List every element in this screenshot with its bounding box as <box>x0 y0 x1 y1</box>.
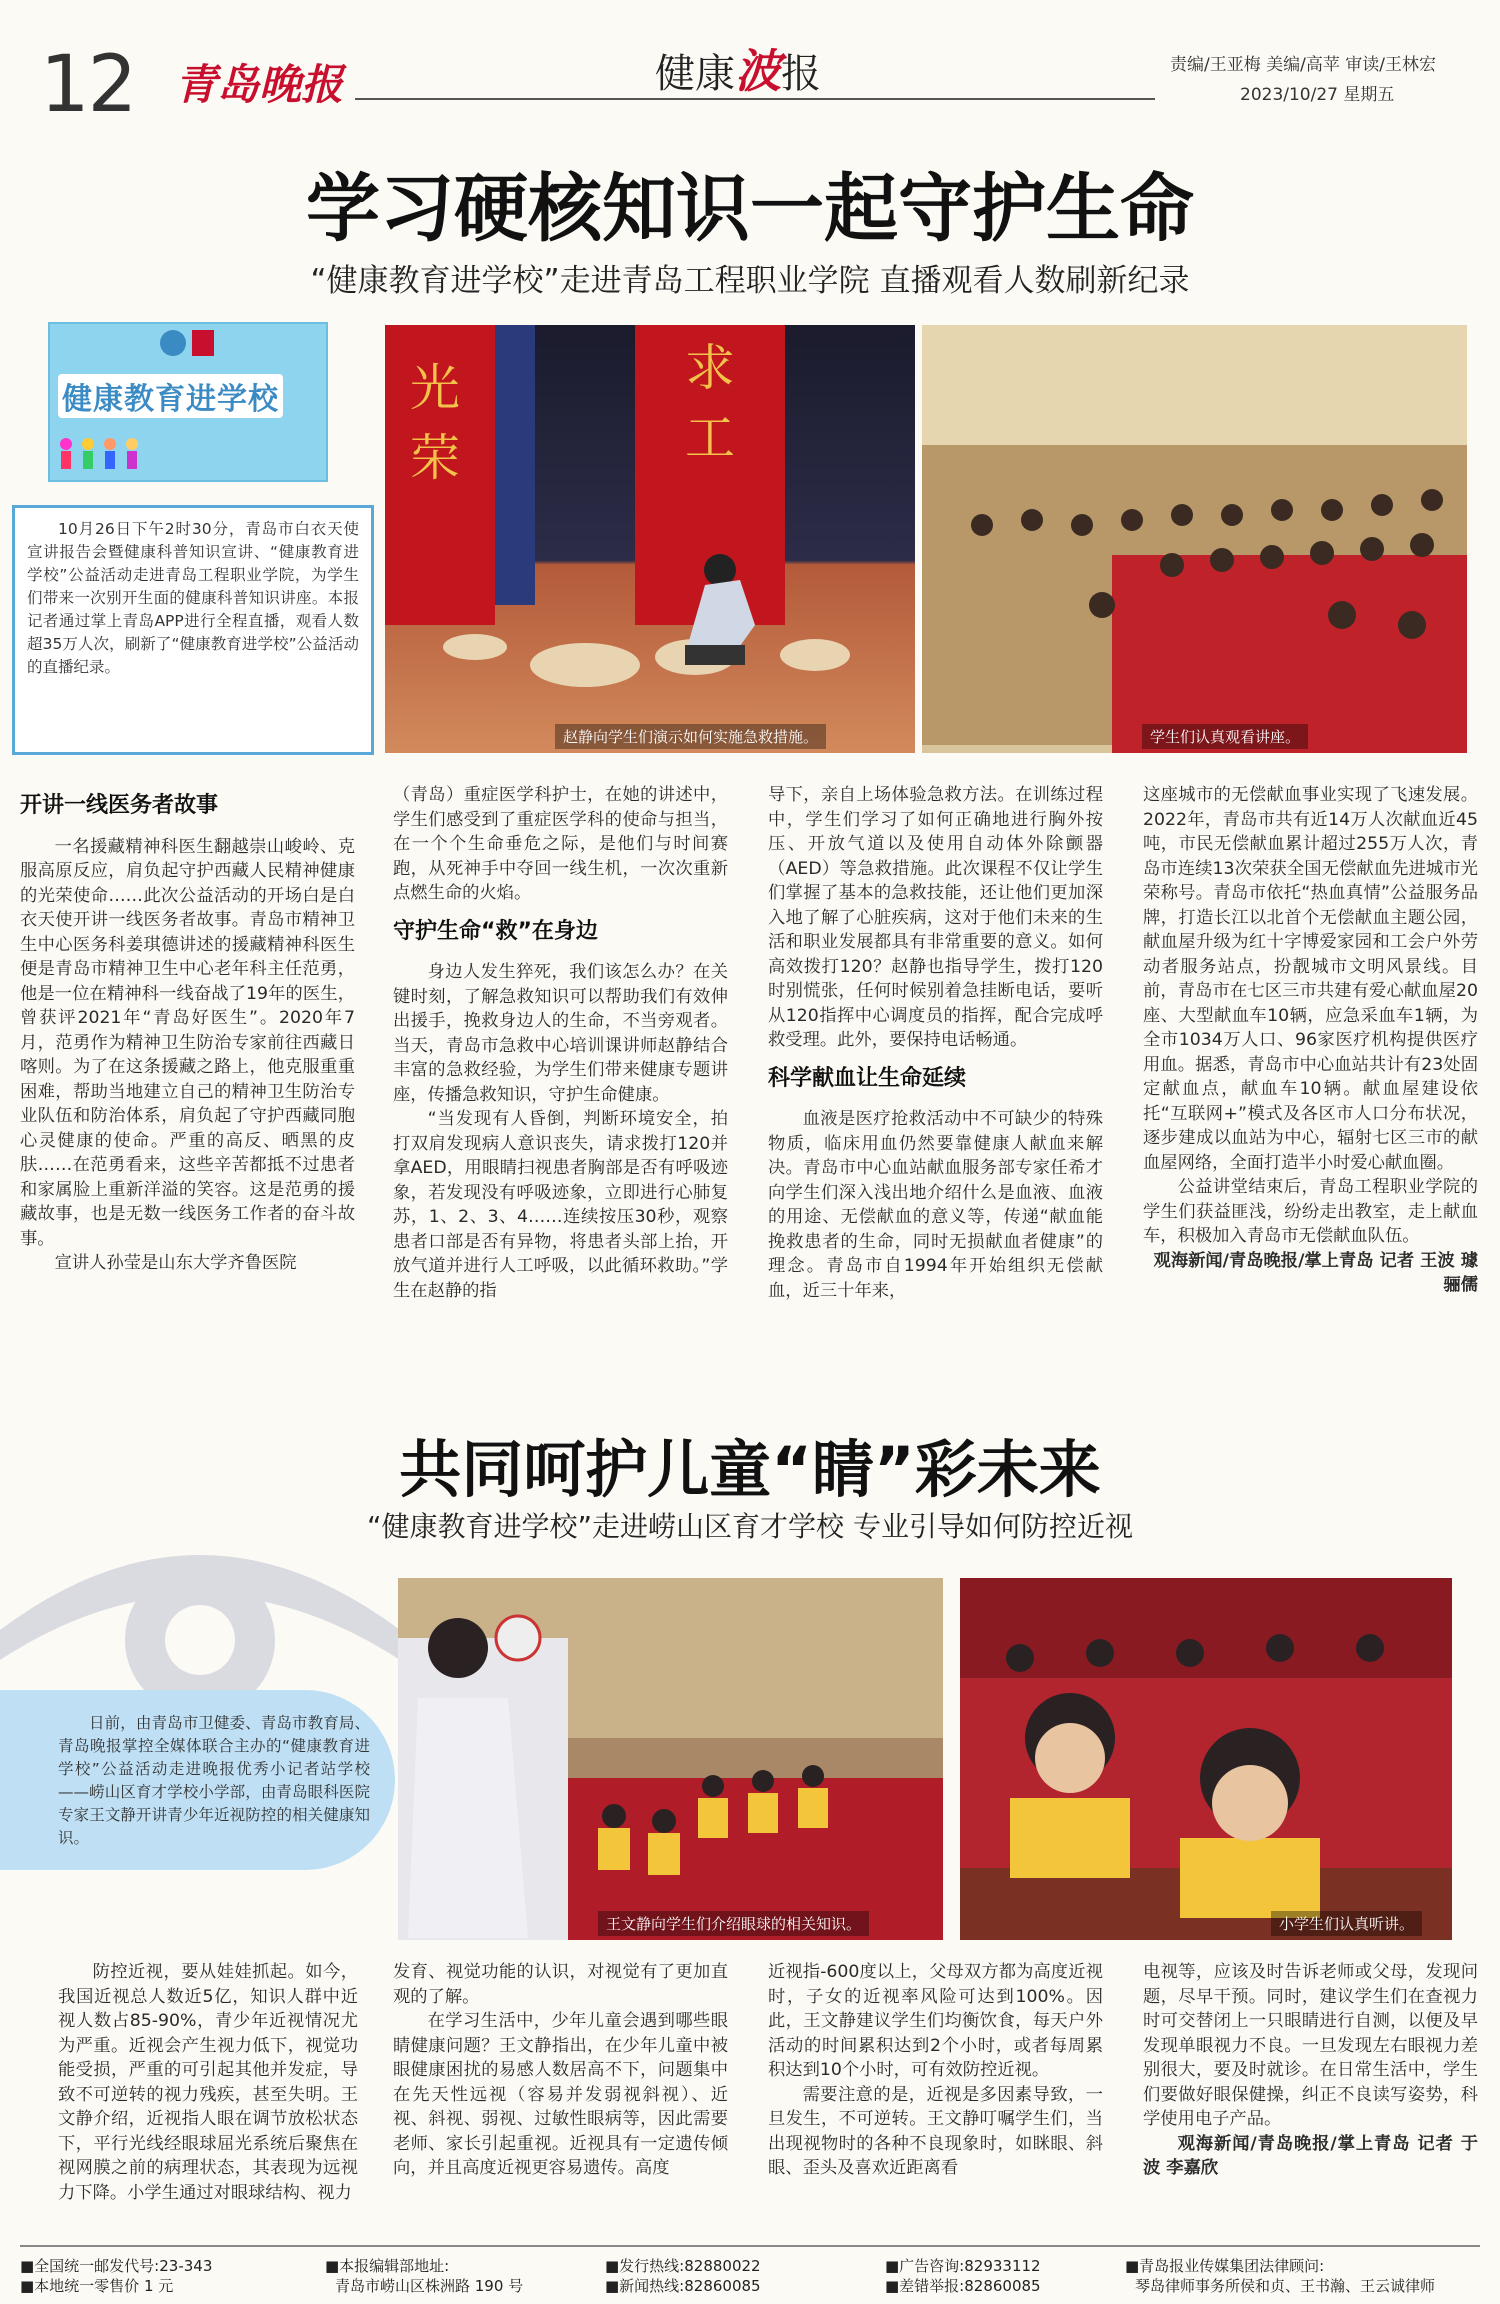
emblem-icon <box>160 330 186 356</box>
svg-text:求: 求 <box>685 339 735 397</box>
column-title-pre: 健康 <box>655 51 735 97</box>
svg-text:荣: 荣 <box>410 429 460 487</box>
story1-col3b-text: 血液是医疗抢救活动中不可缺少的特殊物质，临床用血仍然要靠健康人献血来解决。青岛市中心血站献血服务部专家任希才向学生们深入浅出地介绍什么是血液、血液的用途、无偿献血的意义等，传递“献血能挽救患者的生命，同时无损献血者健康”的理念。青岛市自1994年开始组织无偿献血，近三十年来， <box>768 1109 1103 1301</box>
story1-col4b-text: 公益讲堂结束后，青岛工程职业学院的学生们获益匪浅，纷纷走出教室，走上献血车，积极加入青岛市无偿献血队伍。 <box>1143 1177 1478 1246</box>
story1-column-1 <box>20 780 355 1276</box>
story1-col4a-text: 这座城市的无偿献血事业实现了飞速发展。2022年，青岛市共有近14万人次献血近45吨，市民无偿献血累计超过255万人次，青岛市连续13次荣获全国无偿献血先进城市光荣称号。青岛市依托“热血真情”公益服务品牌，打造长江以北首个无偿献血主题公园，献血屋升级为红十字博爱家园和工会户外劳动者服务站点，扮靓城市文明风景线。目前，青岛市在七区三市共建有爱心献血屋20座、大型献血车10辆，应急采血车1辆，为全市1034万人口、96家医疗机构提供医疗用血。据悉，青岛市中心血站共计有23处固定献血点，献血车10辆。献血屋建设依托“互联网+”模式及各区市人口分布状况，逐步建成以血站为中心，辐射七区三市的献血屋网络，全面打造半小时爱心献血圈。 <box>1143 785 1478 1173</box>
footer-distribution-hotline: ■发行热线:82880022 <box>605 2257 761 2275</box>
story1-col2c-text: “当发现有人昏倒，判断环境安全，拍打双肩发现病人意识丧失，请求拨打120并拿AED，用眼睛扫视患者胸部是否有呼吸迹象，若发现没有呼吸迹象，立即进行心肺复苏，1、2、3、4……连续按压30秒，观察患者口部是否有异物，将患者头部上抬，开放气道并进行人工呼吸，以此循环救助。”学生在赵静的指 <box>393 1109 728 1301</box>
issue-date: 2023/10/27 星期五 <box>1240 85 1395 105</box>
footer-ad-hotline: ■广告咨询:82933112 <box>885 2257 1041 2275</box>
story1-column-4 <box>1143 783 1478 1298</box>
campaign-banner-text: 健康教育进学校 <box>58 374 283 418</box>
svg-text:光: 光 <box>410 359 460 417</box>
story1-photo-demo-caption: 赵静向学生们演示如何实施急救措施。 <box>555 724 826 749</box>
story2-photo-lecture <box>398 1578 943 1940</box>
footer-address-label: ■本报编辑部地址: <box>325 2257 450 2275</box>
footer-news-hotline: ■新闻热线:82860085 <box>605 2277 761 2295</box>
footer-address: 青岛市崂山区株洲路 190 号 <box>335 2277 524 2295</box>
story1-photo-audience-caption: 学生们认真观看讲座。 <box>1142 724 1308 749</box>
story1-col1b-text: 宣讲人孙莹是山东大学齐鲁医院 <box>54 1253 297 1273</box>
story1-byline: 观海新闻/青岛晚报/掌上青岛 记者 王波 璩骊儒 <box>1153 1250 1478 1295</box>
story2-column-2 <box>393 1960 728 2181</box>
story2-col3a-text: 近视指-600度以上，父母双方都为高度近视时，子女的近视率风险可达到100%。因此，王文静建议学生们均衡饮食，每天户外活动的时间累积达到2个小时，或者每周累积达到10个小时，可有效防控近视。 <box>768 1962 1103 2080</box>
children-illustration <box>56 434 156 474</box>
column-title-highlight: 波 <box>735 44 781 98</box>
page-number: 12 <box>40 40 136 130</box>
campaign-banner <box>48 322 328 482</box>
story2-column-4 <box>1143 1960 1478 2181</box>
story1-column-2 <box>393 783 728 1303</box>
story2-subtitle: “健康教育进学校”走进崂山区育才学校 专业引导如何防控近视 <box>367 1510 1133 1543</box>
story2-byline: 观海新闻/青岛晚报/掌上青岛 记者 于波 李嘉欣 <box>1143 2133 1478 2178</box>
newspaper-badge-icon <box>192 330 214 356</box>
story2-column-3 <box>768 1960 1103 2181</box>
story2-col2b-text: 在学习生活中，少年儿童会遇到哪些眼睛健康问题？王文静指出，在少年儿童中被眼健康困扰的易感人数居高不下，问题集中在先天性远视（容易并发弱视斜视）、近视、斜视、弱视、过敏性眼病等，因此需要老师、家长引起重视。近视具有一定遗传倾向，并且高度近视更容易遗传。高度 <box>393 2011 728 2178</box>
footer-postal-code: ■全国统一邮发代号:23-343 <box>20 2257 213 2275</box>
story1-intro: 10月26日下午2时30分，青岛市白衣天使宣讲报告会暨健康科普知识宣讲、“健康教育进学校”公益活动走进青岛工程职业学院，为学生们带来一次别开生面的健康科普知识讲座。本报记者通过掌上青岛APP进行全程直播，观看人数超35万人次，刷新了“健康教育进学校”公益活动的直播纪录。 <box>12 505 374 755</box>
story2-col4a-text: 电视等，应该及时告诉老师或父母，发现问题，尽早干预。同时，建议学生们在查视力时可交替闭上一只眼睛进行自测，以便及早发现单眼视力不良。一旦发现左右眼视力差别很大，要及时就诊。在日常生活中，学生们要做好眼保健操，纠正不良读写姿势，科学使用电子产品。 <box>1143 1962 1478 2129</box>
editors-line: 责编/王亚梅 美编/高苹 审读/王林宏 <box>1170 55 1436 75</box>
story1-subtitle: “健康教育进学校”走进青岛工程职业学院 直播观看人数刷新纪录 <box>310 263 1190 299</box>
newspaper-logo: 青岛晚报 <box>175 60 344 109</box>
story1-column-3 <box>768 783 1103 1303</box>
story1-col3a-text: 导下，亲自上场体验急救方法。在训练过程中，学生们学习了如何正确地进行胸外按压、开放气道以及使用自动体外除颤器（AED）等急救措施。此次课程不仅让学生们掌握了基本的急救技能，还让他们更加深入地了解了心脏疾病，这对于他们未来的生活和职业发展都具有非常重要的意义。如何高效拨打120？赵静也指导学生，拨打120时别慌张，任何时候别着急挂断电话，要听从120指挥中心调度员的指挥，配合完成呼救受理。此外，要保持电话畅通。 <box>768 785 1103 1050</box>
story1-col1-text: 一名援藏精神科医生翻越崇山峻岭、克服高原反应，肩负起守护西藏人民精神健康的光荣使命……此次公益活动的开场白是白衣天使开讲一线医务者故事。青岛市精神卫生中心医务科姜琪德讲述的援藏精神科医生便是青岛市精神卫生中心老年科主任范勇，他是一位在精神科一线奋战了19年的医生，曾获评2021年“青岛好医生”。2020年7月，范勇作为精神卫生防治专家前往西藏日喀则。为了在这条援藏之路上，他克服重重困难，帮助当地建立自己的精神卫生防治专业队伍和防治体系，肩负起了守护西藏同胞心灵健康的使命。严重的高反、晒黑的皮肤……在范勇看来，这些辛苦都抵不过患者和家属脸上重新洋溢的笑容。这是范勇的援藏故事，也是无数一线医务工作者的奋斗故事。 <box>20 836 355 1249</box>
story2-column-1 <box>58 1960 358 2205</box>
story2-col3b-text: 需要注意的是，近视是多因素导致，一旦发生，不可逆转。王文静叮嘱学生们，当出现视物时的各种不良现象时，如眯眼、斜眼、歪头及喜欢近距离看 <box>768 2084 1103 2178</box>
story2-photo-lecture-caption: 王文静向学生们介绍眼球的相关知识。 <box>598 1911 869 1936</box>
svg-text:工: 工 <box>685 409 735 467</box>
story1-col2a-text: （青岛）重症医学科护士，在她的讲述中，学生们感受到了重症医学科的使命与担当，在一个个生命垂危之际，是他们与时间赛跑，从死神手中夺回一线生机，一次次重新点燃生命的火焰。 <box>393 785 728 903</box>
story2-photo-students-caption: 小学生们认真听讲。 <box>1271 1911 1422 1936</box>
story2-photo-students <box>960 1578 1452 1940</box>
story2-col1-text: 防控近视，要从娃娃抓起。如今，我国近视总人数近5亿，知识人群中近视人数占85-90%，青少年近视情况尤为严重。近视会产生视力低下，视觉功能受损，严重的可引起其他并发症，导致不可逆转的视力残疾，甚至失明。王文静介绍，近视指人眼在调节放松状态下，平行光线经眼球屈光系统后聚焦在视网膜之前的病理状态，其表现为远视力下降。小学生通过对眼球结构、视力 <box>58 1962 358 2203</box>
column-title-post: 报 <box>781 51 821 97</box>
footer-error-report: ■差错举报:82860085 <box>885 2277 1041 2295</box>
story2-intro: 日前，由青岛市卫健委、青岛市教育局、青岛晚报掌控全媒体联合主办的“健康教育进学校”公益活动走进晚报优秀小记者站学校——崂山区育才学校小学部，由青岛眼科医院专家王文静开讲青少年近视防控的相关健康知识。 <box>58 1714 370 1847</box>
column-title <box>655 35 821 101</box>
story1-subhead-2: 守护生命“救”在身边 <box>393 918 598 944</box>
story1-col2b-text: 身边人发生猝死，我们该怎么办？在关键时刻，了解急救知识可以帮助我们有效伸出援手，挽救身边人的生命，不当旁观者。当天，青岛市急救中心培训课讲师赵静结合丰富的急救经验，为学生们带来健康专题讲座，传播急救知识，守护生命健康。 <box>393 962 728 1105</box>
story1-title: 学习硬核知识一起守护生命 <box>306 166 1194 252</box>
footer-legal-advisor-label: ■青岛报业传媒集团法律顾问: <box>1125 2257 1325 2275</box>
story1-subhead-3: 科学献血让生命延续 <box>768 1065 967 1091</box>
story1-photo-audience <box>922 325 1467 753</box>
footer-price: ■本地统一零售价 1 元 <box>20 2277 174 2295</box>
story1-photo-demo <box>385 325 915 753</box>
footer-legal-advisor: 琴岛律师事务所侯和贞、王书瀚、王云诚律师 <box>1135 2277 1436 2295</box>
story1-subhead-1: 开讲一线医务者故事 <box>20 793 219 818</box>
story2-title: 共同呵护儿童“睛”彩未来 <box>399 1433 1101 1506</box>
story2-col2a-text: 发育、视觉功能的认识，对视觉有了更加直观的了解。 <box>393 1962 728 2007</box>
footer <box>20 2245 1480 2297</box>
